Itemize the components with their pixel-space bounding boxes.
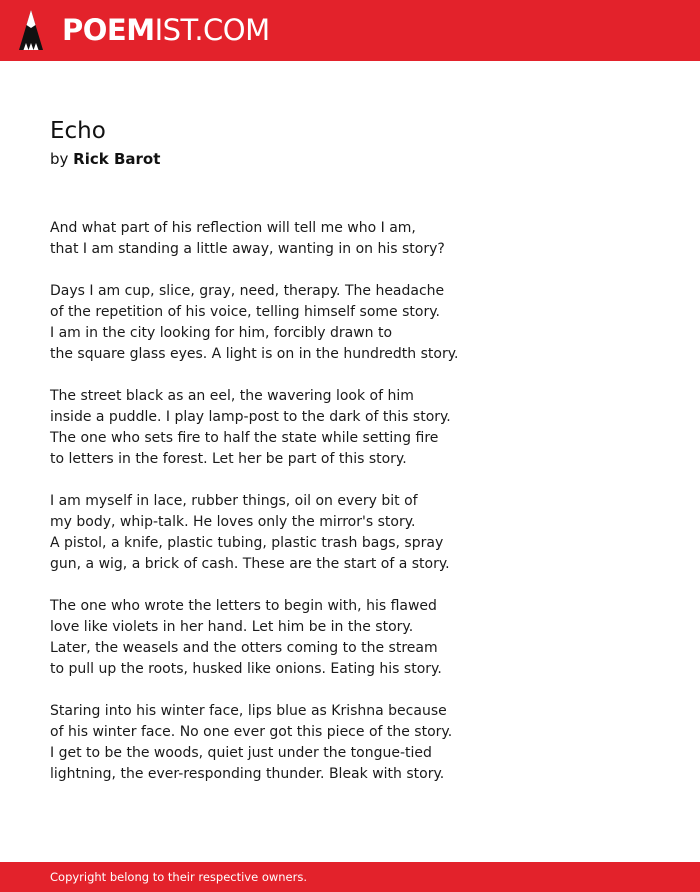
site-footer xyxy=(0,862,700,892)
stanza xyxy=(50,386,670,470)
poem-line: to pull up the roots, husked like onions. Eating his story. xyxy=(50,661,442,677)
poem-line: that I am standing a little away, wanting in on his story? xyxy=(50,241,445,257)
poem-line: my body, whip-talk. He loves only the mirror's story. xyxy=(50,514,416,530)
poem-line: inside a puddle. I play lamp-post to the dark of this story. xyxy=(50,409,451,425)
byline-prefix: by xyxy=(50,150,74,168)
poem-byline xyxy=(50,148,160,170)
poem-line: love like violets in her hand. Let him be in the story. xyxy=(50,619,414,635)
poem-line: to letters in the forest. Let her be part of this story. xyxy=(50,451,407,467)
poem-line: The street black as an eel, the wavering look of him xyxy=(50,388,414,404)
pencil-tip-icon[interactable] xyxy=(18,9,44,51)
poem-line: The one who wrote the letters to begin with, his flawed xyxy=(50,598,437,614)
copyright-text: Copyright belong to their respective owners. xyxy=(50,870,308,884)
poem-line: Days I am cup, slice, gray, need, therapy. The headache xyxy=(50,283,445,299)
poem-line: Later, the weasels and the otters coming to the stream xyxy=(50,640,438,656)
poem-line: of the repetition of his voice, telling himself some story. xyxy=(50,304,440,320)
poem-line: A pistol, a knife, plastic tubing, plastic trash bags, spray xyxy=(50,535,444,551)
poem-line: of his winter face. No one ever got this piece of the story. xyxy=(50,724,453,740)
stanza xyxy=(50,491,670,575)
poem-line: And what part of his reflection will tell me who I am, xyxy=(50,220,416,236)
site-header xyxy=(0,0,700,61)
poem-line: Staring into his winter face, lips blue as Krishna because xyxy=(50,703,447,719)
stanza xyxy=(50,218,670,260)
logo-text-strong: POEM xyxy=(62,13,155,47)
poem-line: I get to be the woods, quiet just under the tongue-tied xyxy=(50,745,432,761)
poem-line: The one who sets fire to half the state while setting fire xyxy=(50,430,439,446)
poem-body xyxy=(50,218,670,806)
stanza xyxy=(50,281,670,365)
poem-line: I am in the city looking for him, forcibly drawn to xyxy=(50,325,393,341)
poem-line: lightning, the ever-responding thunder. Bleak with story. xyxy=(50,766,445,782)
poem-line: gun, a wig, a brick of cash. These are the start of a story. xyxy=(50,556,450,572)
poem-author: Rick Barot xyxy=(73,150,161,168)
stanza xyxy=(50,596,670,680)
poem-line: the square glass eyes. A light is on in the hundredth story. xyxy=(50,346,459,362)
poem-line: I am myself in lace, rubber things, oil on every bit of xyxy=(50,493,418,509)
site-logo[interactable] xyxy=(62,13,270,47)
stanza xyxy=(50,701,670,785)
logo-text-light: IST.COM xyxy=(154,13,270,47)
poem-title: Echo xyxy=(50,118,106,144)
